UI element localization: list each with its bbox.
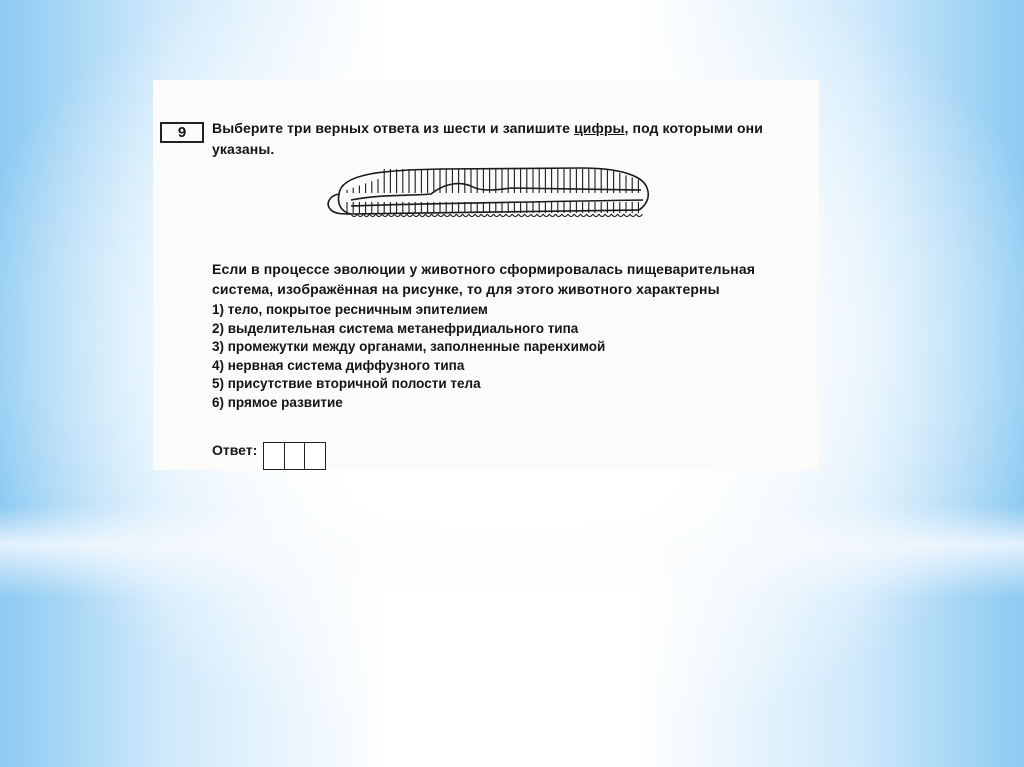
option-5: 5) присутствие вторичной полости тела [212, 376, 481, 391]
task-instruction [212, 118, 812, 160]
option-4: 4) нервная система диффузного типа [212, 357, 465, 373]
question-text [212, 259, 817, 299]
exam-task-scan [153, 80, 819, 470]
option-6: 6) прямое развитие [212, 394, 343, 410]
answer-box-3[interactable] [304, 442, 326, 470]
option-3: 3) промежутки между органами, заполненные паренхимой [212, 339, 606, 354]
answer-box-1[interactable] [263, 442, 285, 470]
answer-label: Ответ: [212, 442, 258, 458]
answer-boxes [263, 442, 325, 470]
answer-options [212, 301, 772, 412]
instruction-part-2: , под которыми они указаны. [212, 120, 763, 157]
instruction-part-1: Выберите три верных ответа из шести и запишите [212, 120, 575, 136]
question-line-1: Если в процессе эволюции у животного сформировалась пищеварительная [212, 261, 756, 277]
answer-box-2[interactable] [284, 442, 306, 470]
question-line-2: система, изображённая на рисунке, то для этого животного характерны [212, 281, 720, 297]
task-number-badge: 9 [160, 122, 204, 143]
option-1: 1) тело, покрытое ресничным эпителием [212, 302, 488, 317]
option-2: 2) выделительная система метанефридиального типа [212, 320, 579, 336]
earthworm-digestive-system-icon [321, 164, 661, 238]
instruction-emphasis: цифры [574, 120, 625, 136]
